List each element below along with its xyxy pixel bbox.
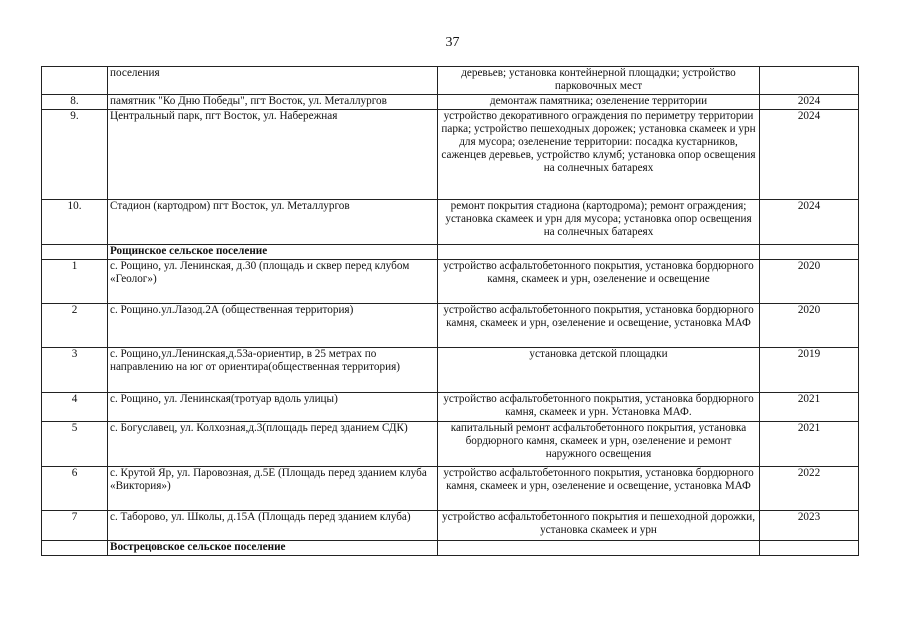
object-address: с. Богуславец, ул. Колхозная,д.3(площадь перед зданием СДК)	[108, 422, 438, 467]
object-address: с. Рощино, ул. Ленинская, д.30 (площадь и сквер перед клубом «Геолог»)	[108, 260, 438, 304]
section-title: Вострецовское сельское поселение	[108, 541, 438, 556]
works-description: устройство асфальтобетонного покрытия, установка бордюрного камня, скамеек и урн, озеленение и освещение	[438, 260, 760, 304]
year: 2024	[760, 95, 859, 110]
table-body	[42, 67, 859, 556]
works-description: ремонт покрытия стадиона (картодрома); ремонт ограждения; установка скамеек и урн для мусора; установка опор освещения на солнечных батареях	[438, 200, 760, 245]
table-row	[42, 393, 859, 422]
section-title: Рощинское сельское поселение	[108, 245, 438, 260]
improvement-objects-table	[41, 66, 859, 556]
works-description: устройство асфальтобетонного покрытия и пешеходной дорожки, установка скамеек и урн	[438, 511, 760, 541]
works-description: деревьев; установка контейнерной площадки; устройство парковочных мест	[438, 67, 760, 95]
section-works-cell	[438, 245, 760, 260]
table-row	[42, 67, 859, 95]
row-number: 4	[42, 393, 108, 422]
object-address: с. Рощино.ул.Лазод.2А (общественная территория)	[108, 304, 438, 348]
table-row	[42, 467, 859, 511]
works-description: устройство асфальтобетонного покрытия, установка бордюрного камня, скамеек и урн. Установка МАФ.	[438, 393, 760, 422]
year: 2021	[760, 422, 859, 467]
row-number: 1	[42, 260, 108, 304]
section-year-cell	[760, 541, 859, 556]
page-number: 37	[445, 35, 460, 50]
year: 2022	[760, 467, 859, 511]
table-row	[42, 511, 859, 541]
table-row	[42, 304, 859, 348]
row-number: 5	[42, 422, 108, 467]
row-number: 3	[42, 348, 108, 393]
year: 2019	[760, 348, 859, 393]
year: 2020	[760, 304, 859, 348]
row-number: 10.	[42, 200, 108, 245]
section-num-cell	[42, 245, 108, 260]
table-row	[42, 110, 859, 200]
object-address: памятник "Ко Дню Победы", пгт Восток, ул. Металлургов	[108, 95, 438, 110]
works-description: демонтаж памятника; озеленение территории	[438, 95, 760, 110]
row-number: 6	[42, 467, 108, 511]
works-description: капитальный ремонт асфальтобетонного покрытия, установка бордюрного камня, скамеек и урн, озеленение и ремонт наружного освещения	[438, 422, 760, 467]
table-row	[42, 200, 859, 245]
object-address: поселения	[108, 67, 438, 95]
object-address: Стадион (картодром) пгт Восток, ул. Металлургов	[108, 200, 438, 245]
object-address: с. Рощино,ул.Ленинская,д.53а-ориентир, в 25 метрах по направлению на юг от ориентира(общественная территория)	[108, 348, 438, 393]
row-number	[42, 67, 108, 95]
table-row	[42, 260, 859, 304]
year: 2024	[760, 110, 859, 200]
row-number: 8.	[42, 95, 108, 110]
section-row	[42, 541, 859, 556]
row-number: 9.	[42, 110, 108, 200]
year: 2020	[760, 260, 859, 304]
year	[760, 67, 859, 95]
row-number: 2	[42, 304, 108, 348]
works-description: устройство асфальтобетонного покрытия, установка бордюрного камня, скамеек и урн, озеленение и освещение, установка МАФ	[438, 304, 760, 348]
works-description: устройство декоративного ограждения по периметру территории парка; устройство пешеходных дорожек; установка скамеек и урн для мусора; озеленение территории: посадка кустарников, саженцев деревьев, устройство клумб; установка опор освещения на солнечных батареях	[438, 110, 760, 200]
works-description: установка детской площадки	[438, 348, 760, 393]
object-address: с. Крутой Яр, ул. Паровозная, д.5Е (Площадь перед зданием клуба «Виктория»)	[108, 467, 438, 511]
table-row	[42, 422, 859, 467]
year: 2021	[760, 393, 859, 422]
table-row	[42, 95, 859, 110]
section-year-cell	[760, 245, 859, 260]
section-works-cell	[438, 541, 760, 556]
object-address: с. Рощино, ул. Ленинская(тротуар вдоль улицы)	[108, 393, 438, 422]
object-address: Центральный парк, пгт Восток, ул. Набережная	[108, 110, 438, 200]
row-number: 7	[42, 511, 108, 541]
table-row	[42, 348, 859, 393]
section-num-cell	[42, 541, 108, 556]
works-description: устройство асфальтобетонного покрытия, установка бордюрного камня, скамеек и урн, озеленение и освещение, установка МАФ	[438, 467, 760, 511]
object-address: с. Таборово, ул. Школы, д.15А (Площадь перед зданием клуба)	[108, 511, 438, 541]
year: 2024	[760, 200, 859, 245]
section-row	[42, 245, 859, 260]
year: 2023	[760, 511, 859, 541]
